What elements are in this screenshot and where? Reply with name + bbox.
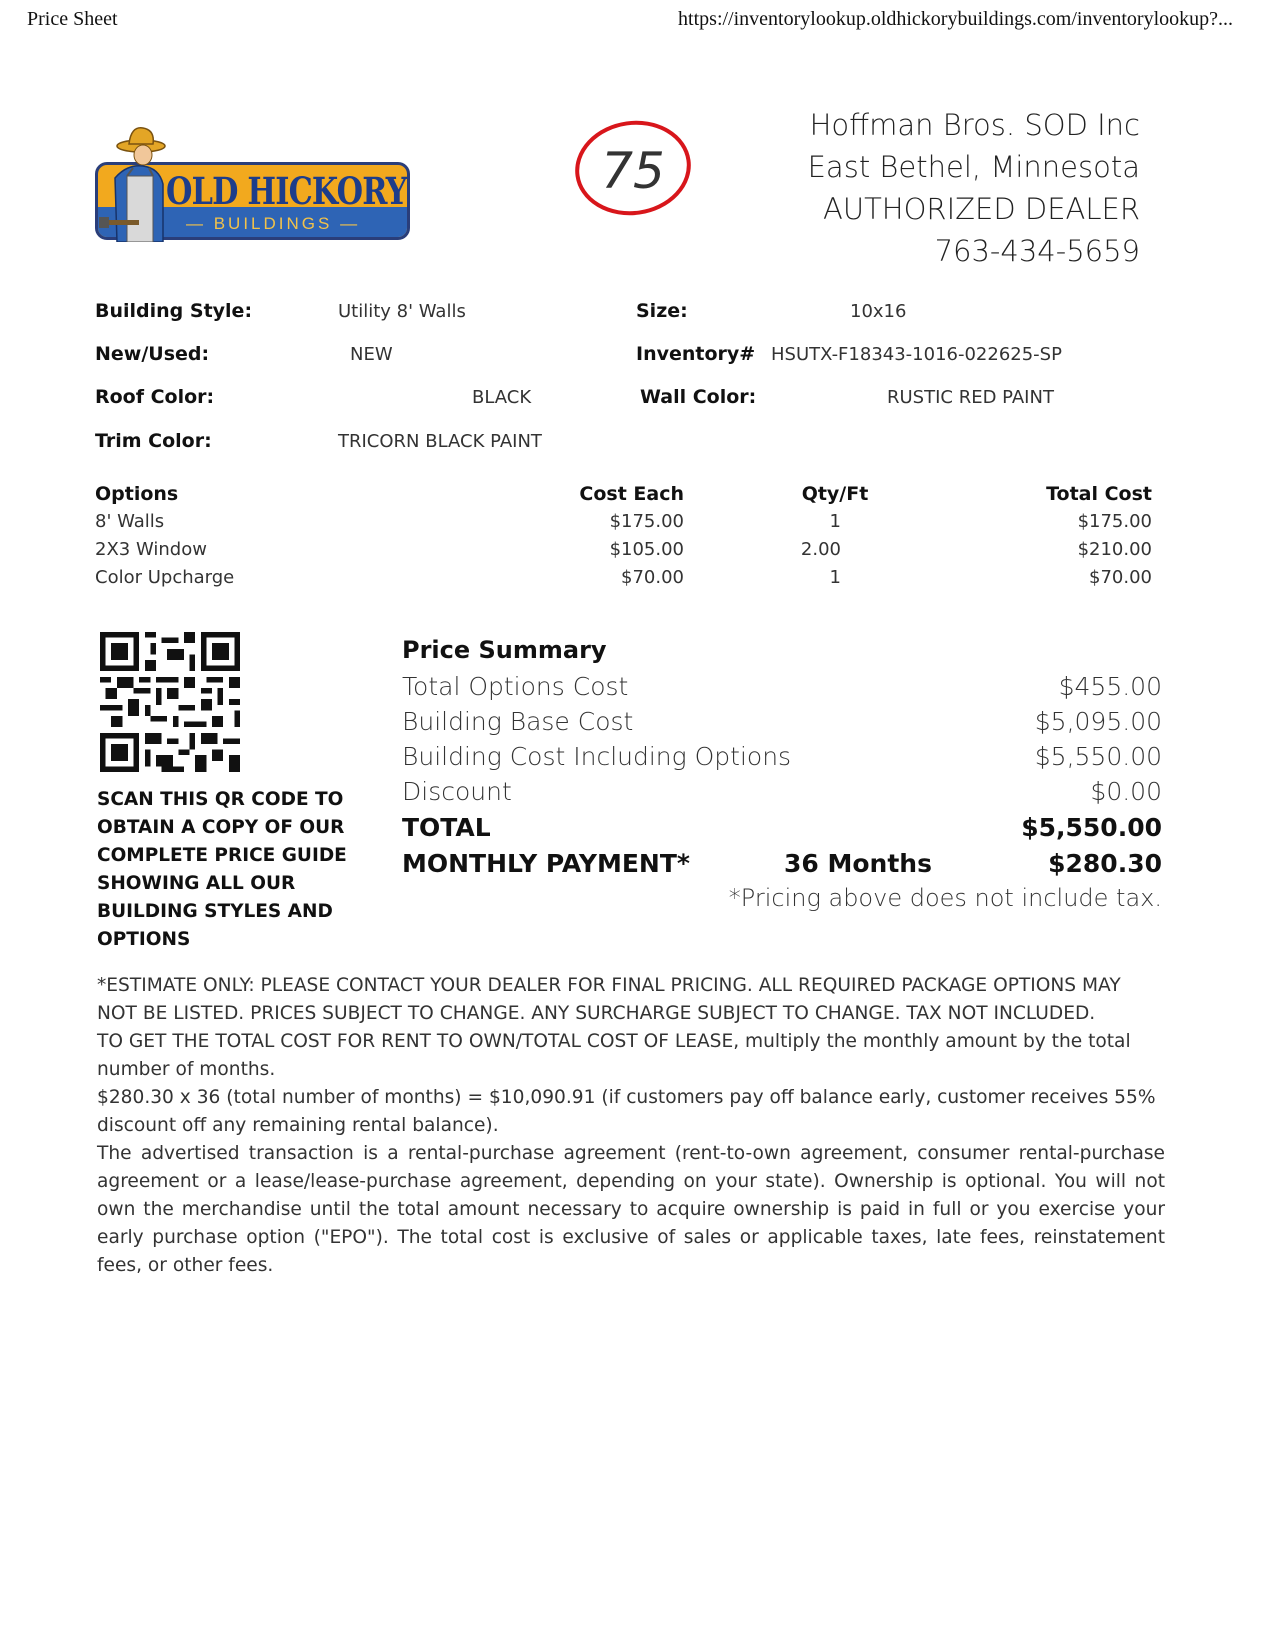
builder-mascot-icon [97,124,177,242]
option-qty: 1 [829,511,841,532]
print-page-url: https://inventorylookup.oldhickorybuildings.com/inventorylookup?... [678,8,1233,30]
total-value: $5,550.00 [1021,813,1162,842]
total-options-label: Total Options Cost [402,672,629,701]
base-cost-label: Building Base Cost [402,707,634,736]
qr-code-caption: SCAN THIS QR CODE TO OBTAIN A COPY OF OUR COMPLETE PRICE GUIDE SHOWING ALL OUR BUILDING STYLES AND OPTIONS [97,789,347,950]
discount-row [402,777,1162,812]
disclaimer-calculation: $280.30 x 36 (total number of months) = $10,090.91 (if customers pay off balance early, customer receives 55% discount off any remaining rental balance). [97,1087,1156,1136]
trim-color-label: Trim Color: [95,430,212,452]
size-value: 10x16 [850,301,907,322]
old-hickory-logo [95,124,410,242]
disclaimer-rental-agreement: The advertised transaction is a rental-purchase agreement (rent-to-own agreement, consumer rental-purchase agreement or a lease/lease-purchase agreement, depending on your state). Ownership is optional. You will not own the merchandise until the total amount necessary to acquire ownership is paid in full or you exercise your early purchase option ("EPO"). The total cost is exclusive of sales or applicable taxes, late fees, reinstatement fees, or other fees. [97,1143,1165,1276]
option-total: $175.00 [1077,511,1152,532]
option-total: $70.00 [1089,567,1152,588]
option-qty: 2.00 [800,539,841,560]
option-cost: $105.00 [609,539,684,560]
dealer-phone: 763-434-5659 [934,234,1140,268]
wall-color-label: Wall Color: [640,386,757,408]
trim-color-value: TRICORN BLACK PAINT [338,431,542,452]
options-header-name: Options [95,483,179,505]
roof-color-label: Roof Color: [95,386,215,408]
inventory-value: HSUTX-F18343-1016-022625-SP [771,344,1062,365]
total-options-value: $455.00 [1058,672,1162,701]
building-style-label: Building Style: [95,300,253,322]
size-label: Size: [636,300,688,322]
cost-incl-options-value: $5,550.00 [1034,742,1162,771]
monthly-payment-value: $280.30 [1048,849,1162,878]
option-cost: $175.00 [609,511,684,532]
dealer-role: AUTHORIZED DEALER [823,192,1140,226]
option-total: $210.00 [1077,539,1152,560]
tax-note: *Pricing above does not include tax. [728,884,1162,912]
qr-code-icon[interactable] [100,632,240,772]
options-header-cost: Cost Each [579,483,684,505]
handwritten-circled-number [570,116,696,221]
cost-incl-options-row [402,742,1162,777]
options-header-total: Total Cost [1046,483,1152,505]
total-row [402,813,1162,848]
dealer-info [808,104,1140,272]
roof-color-value: BLACK [472,387,532,408]
dealer-name: Hoffman Bros. SOD Inc [809,108,1140,142]
new-used-value: NEW [350,344,393,365]
option-name: 2X3 Window [95,539,207,560]
cost-incl-options-label: Building Cost Including Options [402,742,792,771]
monthly-payment-term: 36 Months [784,849,932,878]
base-cost-row [402,707,1162,742]
base-cost-value: $5,095.00 [1034,707,1162,736]
price-summary-title: Price Summary [402,636,607,664]
new-used-label: New/Used: [95,343,210,365]
option-cost: $70.00 [621,567,684,588]
disclaimer-total-cost: TO GET THE TOTAL COST FOR RENT TO OWN/TOTAL COST OF LEASE, multiply the monthly amount by the total number of months. [97,1031,1131,1080]
wall-color-value: RUSTIC RED PAINT [887,387,1054,408]
options-header-qty: Qty/Ft [801,483,869,505]
option-qty: 1 [829,567,841,588]
option-name: 8' Walls [95,511,165,532]
logo-subtitle: — BUILDINGS — [186,214,361,233]
option-name: Color Upcharge [95,567,235,588]
monthly-payment-row [402,849,1162,884]
total-label: TOTAL [402,813,491,842]
inventory-label: Inventory# [636,343,756,365]
disclaimer [97,972,1165,1280]
total-options-row [402,672,1162,707]
dealer-location: East Bethel, Minnesota [807,150,1140,184]
building-style-value: Utility 8' Walls [338,301,466,322]
annotation-number: 75 [601,142,665,200]
discount-value: $0.00 [1090,777,1162,806]
discount-label: Discount [402,777,512,806]
monthly-payment-label: MONTHLY PAYMENT* [402,849,690,878]
disclaimer-estimate: *ESTIMATE ONLY: PLEASE CONTACT YOUR DEALER FOR FINAL PRICING. ALL REQUIRED PACKAGE OPTIONS MAY NOT BE LISTED. PRICES SUBJECT TO CHANGE. ANY SURCHARGE SUBJECT TO CHANGE. TAX NOT INCLUDED. [97,975,1121,1024]
logo-wordmark: OLD HICKORY [166,169,407,213]
print-page-title: Price Sheet [27,8,118,30]
